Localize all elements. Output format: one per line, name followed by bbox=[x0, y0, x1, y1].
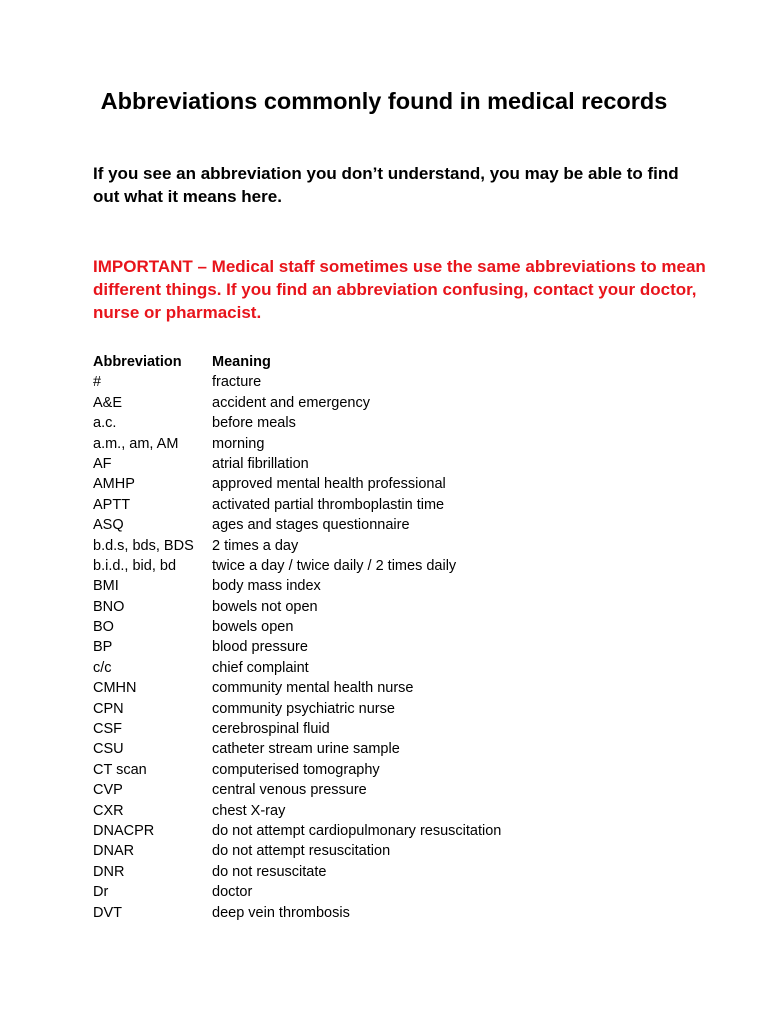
row-meaning: do not attempt resuscitation bbox=[212, 843, 391, 860]
row-meaning: do not resuscitate bbox=[212, 863, 327, 880]
table-row bbox=[93, 719, 693, 739]
row-meaning: before meals bbox=[212, 415, 296, 432]
row-abbreviation: AF bbox=[93, 455, 112, 472]
table-row bbox=[93, 474, 693, 494]
row-abbreviation: a.m., am, AM bbox=[93, 435, 179, 452]
table-row bbox=[93, 801, 693, 821]
table-row bbox=[93, 495, 693, 515]
row-abbreviation: b.i.d., bid, bd bbox=[93, 557, 177, 574]
table-body bbox=[93, 372, 693, 923]
row-abbreviation: CVP bbox=[93, 782, 123, 799]
table-header-row bbox=[93, 352, 693, 372]
table-row bbox=[93, 862, 693, 882]
row-abbreviation: a.c. bbox=[93, 415, 117, 432]
row-abbreviation: DNAR bbox=[93, 843, 135, 860]
row-meaning: bowels open bbox=[212, 619, 294, 636]
row-abbreviation: # bbox=[93, 374, 102, 391]
header-meaning: Meaning bbox=[212, 354, 271, 370]
table-row bbox=[93, 780, 693, 800]
row-abbreviation: BP bbox=[93, 639, 113, 656]
row-abbreviation: APTT bbox=[93, 496, 131, 513]
row-abbreviation: CSF bbox=[93, 721, 122, 738]
row-meaning: central venous pressure bbox=[212, 782, 367, 799]
table-row bbox=[93, 637, 693, 657]
table-row bbox=[93, 454, 693, 474]
table-row bbox=[93, 821, 693, 841]
row-meaning: community psychiatric nurse bbox=[212, 700, 395, 717]
table-row bbox=[93, 434, 693, 454]
table-row bbox=[93, 678, 693, 698]
row-meaning: blood pressure bbox=[212, 639, 308, 656]
important-notice: IMPORTANT – Medical staff sometimes use the same abbreviations to mean different things. If you find an abbreviation confusing, contact your doctor, nurse or pharmacist. bbox=[93, 257, 706, 322]
row-abbreviation: CSU bbox=[93, 741, 124, 758]
row-abbreviation: BNO bbox=[93, 598, 125, 615]
row-meaning: chest X-ray bbox=[212, 802, 286, 819]
row-abbreviation: DVT bbox=[93, 904, 122, 921]
row-abbreviation: AMHP bbox=[93, 476, 135, 493]
row-meaning: morning bbox=[212, 435, 265, 452]
row-meaning: atrial fibrillation bbox=[212, 455, 309, 472]
row-abbreviation: CPN bbox=[93, 700, 124, 717]
table-row bbox=[93, 556, 693, 576]
table-row bbox=[93, 536, 693, 556]
row-abbreviation: CMHN bbox=[93, 680, 137, 697]
row-meaning: twice a day / twice daily / 2 times daily bbox=[212, 557, 457, 574]
row-abbreviation: BO bbox=[93, 619, 114, 636]
table-row bbox=[93, 882, 693, 902]
row-abbreviation: b.d.s, bds, BDS bbox=[93, 537, 194, 554]
table-row bbox=[93, 760, 693, 780]
row-meaning: catheter stream urine sample bbox=[212, 741, 400, 758]
table-row bbox=[93, 576, 693, 596]
row-meaning: cerebrospinal fluid bbox=[212, 721, 330, 738]
row-meaning: chief complaint bbox=[212, 659, 309, 676]
row-meaning: doctor bbox=[212, 884, 253, 901]
table-row bbox=[93, 413, 693, 433]
table-row bbox=[93, 515, 693, 535]
row-meaning: bowels not open bbox=[212, 598, 318, 615]
row-meaning: activated partial thromboplastin time bbox=[212, 496, 445, 513]
row-meaning: computerised tomography bbox=[212, 761, 380, 778]
table-row bbox=[93, 903, 693, 923]
row-abbreviation: Dr bbox=[93, 884, 109, 901]
row-meaning: fracture bbox=[212, 374, 262, 391]
table-row bbox=[93, 699, 693, 719]
table-row bbox=[93, 393, 693, 413]
table-row bbox=[93, 372, 693, 392]
row-abbreviation: A&E bbox=[93, 394, 123, 411]
row-meaning: community mental health nurse bbox=[212, 680, 414, 697]
row-meaning: approved mental health professional bbox=[212, 476, 446, 493]
row-abbreviation: DNACPR bbox=[93, 822, 155, 839]
row-meaning: accident and emergency bbox=[212, 394, 370, 411]
row-meaning: body mass index bbox=[212, 578, 321, 595]
table-row bbox=[93, 597, 693, 617]
row-abbreviation: CXR bbox=[93, 802, 124, 819]
row-abbreviation: DNR bbox=[93, 863, 125, 880]
intro-text: If you see an abbreviation you don’t understand, you may be able to find out what it means here. bbox=[93, 164, 679, 206]
row-abbreviation: BMI bbox=[93, 578, 119, 595]
row-meaning: deep vein thrombosis bbox=[212, 904, 350, 921]
header-abbreviation: Abbreviation bbox=[93, 354, 182, 370]
table-row bbox=[93, 739, 693, 759]
row-abbreviation: CT scan bbox=[93, 761, 147, 778]
table-row bbox=[93, 617, 693, 637]
abbreviations-table bbox=[93, 352, 693, 923]
row-abbreviation: ASQ bbox=[93, 517, 124, 534]
row-abbreviation: c/c bbox=[93, 659, 112, 676]
table-row bbox=[93, 841, 693, 861]
row-meaning: do not attempt cardiopulmonary resuscitation bbox=[212, 822, 502, 839]
page-title: Abbreviations commonly found in medical records bbox=[100, 88, 668, 114]
row-meaning: ages and stages questionnaire bbox=[212, 517, 410, 534]
table-row bbox=[93, 658, 693, 678]
row-meaning: 2 times a day bbox=[212, 537, 299, 554]
